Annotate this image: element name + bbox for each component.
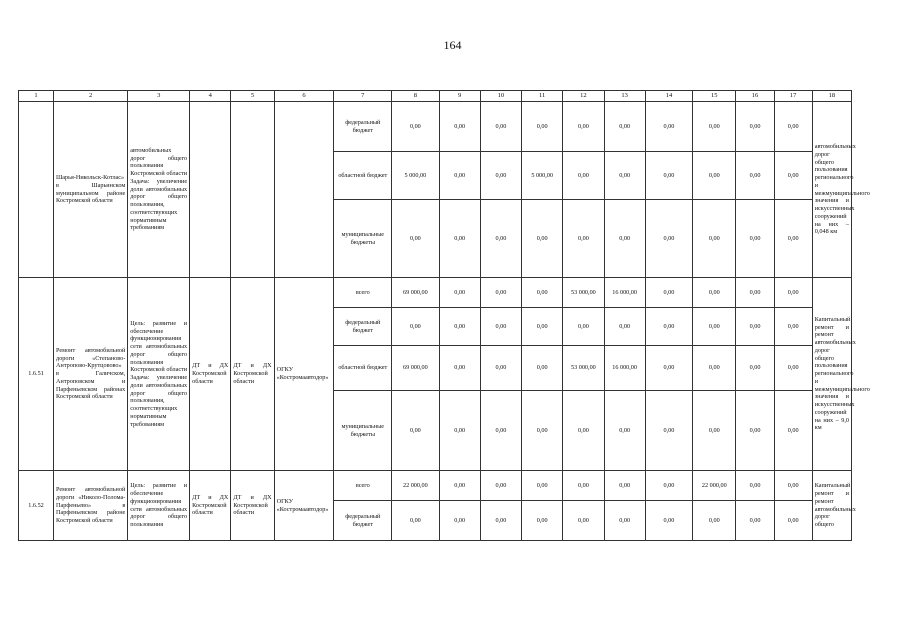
amount-cell: 16 000,00 [604, 346, 645, 391]
amount-cell: 0,00 [693, 152, 736, 200]
column-number: 10 [480, 91, 521, 102]
contractor-cell: ОГКУ «Костромаавтодор» [274, 278, 334, 471]
amount-cell: 0,00 [439, 471, 480, 501]
amount-cell: 0,00 [736, 152, 774, 200]
column-number: 7 [334, 91, 392, 102]
amount-cell: 0,00 [392, 501, 439, 541]
customer-cell: ДТ и ДХ Костромской области [231, 278, 274, 471]
amount-cell: 0,00 [645, 471, 692, 501]
amount-cell: 0,00 [604, 391, 645, 471]
amount-cell: 0,00 [439, 102, 480, 152]
column-number: 3 [128, 91, 190, 102]
amount-cell: 0,00 [522, 471, 563, 501]
column-number: 11 [522, 91, 563, 102]
column-number: 8 [392, 91, 439, 102]
table-row [19, 471, 852, 501]
column-number: 2 [54, 91, 128, 102]
funding-source-cell: федеральный бюджет [334, 501, 392, 541]
amount-cell: 0,00 [774, 501, 812, 541]
amount-cell: 0,00 [774, 152, 812, 200]
funding-source-cell: областной бюджет [334, 152, 392, 200]
amount-cell: 0,00 [563, 501, 604, 541]
amount-cell: 22 000,00 [693, 471, 736, 501]
amount-cell: 0,00 [693, 102, 736, 152]
amount-cell: 0,00 [736, 102, 774, 152]
executor-cell: ДТ и ДХ Костромской области [190, 278, 231, 471]
amount-cell: 0,00 [563, 152, 604, 200]
customer-cell: ДТ и ДХ Костромской области [231, 471, 274, 541]
executor-cell [190, 102, 231, 278]
amount-cell: 0,00 [522, 346, 563, 391]
amount-cell: 0,00 [480, 278, 521, 308]
contractor-cell: ОГКУ «Костромаавтодор» [274, 471, 334, 541]
amount-cell: 0,00 [693, 501, 736, 541]
table-row [19, 102, 852, 152]
amount-cell: 0,00 [563, 308, 604, 346]
amount-cell: 0,00 [563, 471, 604, 501]
amount-cell: 0,00 [736, 346, 774, 391]
funding-source-cell: всего [334, 471, 392, 501]
amount-cell: 0,00 [439, 346, 480, 391]
column-number: 4 [190, 91, 231, 102]
amount-cell: 0,00 [736, 308, 774, 346]
amount-cell: 0,00 [645, 278, 692, 308]
amount-cell: 0,00 [392, 200, 439, 278]
amount-cell: 0,00 [522, 102, 563, 152]
column-number: 14 [645, 91, 692, 102]
amount-cell: 0,00 [604, 471, 645, 501]
amount-cell: 22 000,00 [392, 471, 439, 501]
amount-cell: 0,00 [774, 200, 812, 278]
amount-cell: 0,00 [604, 102, 645, 152]
column-number: 1 [19, 91, 54, 102]
amount-cell: 0,00 [522, 308, 563, 346]
amount-cell: 0,00 [645, 346, 692, 391]
result-cell: автомобильных дорог общего пользования регионального и межмуниципального значения и искусственных сооружений на них – 0,048 км [812, 102, 851, 278]
amount-cell: 0,00 [439, 391, 480, 471]
amount-cell: 0,00 [480, 308, 521, 346]
column-number: 9 [439, 91, 480, 102]
amount-cell: 0,00 [604, 308, 645, 346]
funding-source-cell: всего [334, 278, 392, 308]
amount-cell: 0,00 [604, 152, 645, 200]
amount-cell: 0,00 [774, 346, 812, 391]
amount-cell: 0,00 [693, 308, 736, 346]
item-number-cell [19, 102, 54, 278]
funding-source-cell: областной бюджет [334, 346, 392, 391]
amount-cell: 0,00 [774, 278, 812, 308]
page-number: 164 [443, 38, 462, 52]
amount-cell: 5 000,00 [392, 152, 439, 200]
amount-cell: 0,00 [392, 102, 439, 152]
column-number-row [19, 91, 852, 102]
amount-cell: 0,00 [604, 501, 645, 541]
amount-cell: 0,00 [480, 200, 521, 278]
item-name-cell: Шарья-Никольск-Котлас» в Шарьинском муниципальном районе Костромской области [54, 102, 128, 278]
amount-cell: 0,00 [522, 501, 563, 541]
amount-cell: 0,00 [480, 102, 521, 152]
program-table [18, 90, 870, 541]
item-name-cell: Ремонт автомобильной дороги «Степаново-Антропово-Крутцовово» в Галичском, Антроповском и Парфеньевском районах Костромской области [54, 278, 128, 471]
amount-cell: 5 000,00 [522, 152, 563, 200]
goal-task-cell: Цель: развитие и обеспечение функционирования сети автомобильных дорог общего пользования Костромской области Задача: увеличение доли автомобильных дорог общего пользования, соответствующих нормативным требованиям [128, 278, 190, 471]
amount-cell: 0,00 [774, 391, 812, 471]
amount-cell: 0,00 [736, 200, 774, 278]
amount-cell: 0,00 [774, 471, 812, 501]
funding-source-cell: федеральный бюджет [334, 102, 392, 152]
amount-cell: 0,00 [693, 278, 736, 308]
contractor-cell [274, 102, 334, 278]
amount-cell: 0,00 [736, 471, 774, 501]
table-row [19, 278, 852, 308]
amount-cell: 0,00 [563, 102, 604, 152]
goal-task-cell: автомобильных дорог общего пользования Костромской области Задача: увеличение доли автомобильных дорог общего пользования, соответствующих нормативным требованиям [128, 102, 190, 278]
amount-cell: 53 000,00 [563, 278, 604, 308]
amount-cell: 0,00 [480, 471, 521, 501]
amount-cell: 53 000,00 [563, 346, 604, 391]
amount-cell: 0,00 [522, 278, 563, 308]
funding-source-cell: федеральный бюджет [334, 308, 392, 346]
column-number: 16 [736, 91, 774, 102]
amount-cell: 0,00 [645, 152, 692, 200]
amount-cell: 0,00 [439, 501, 480, 541]
amount-cell: 0,00 [693, 200, 736, 278]
goal-task-cell: Цель: развитие и обеспечение функционирования сети автомобильных дорог общего пользования [128, 471, 190, 541]
column-number: 13 [604, 91, 645, 102]
amount-cell: 0,00 [480, 391, 521, 471]
amount-cell: 16 000,00 [604, 278, 645, 308]
column-number: 15 [693, 91, 736, 102]
amount-cell: 0,00 [439, 278, 480, 308]
column-number: 5 [231, 91, 274, 102]
amount-cell: 0,00 [604, 200, 645, 278]
amount-cell: 0,00 [439, 308, 480, 346]
amount-cell: 0,00 [693, 346, 736, 391]
amount-cell: 0,00 [736, 278, 774, 308]
amount-cell: 0,00 [522, 391, 563, 471]
amount-cell: 0,00 [563, 391, 604, 471]
item-number-cell: 1.6.51 [19, 278, 54, 471]
column-number: 6 [274, 91, 334, 102]
column-number: 17 [774, 91, 812, 102]
amount-cell: 0,00 [645, 102, 692, 152]
column-number: 12 [563, 91, 604, 102]
amount-cell: 0,00 [439, 152, 480, 200]
amount-cell: 0,00 [392, 391, 439, 471]
amount-cell: 0,00 [522, 200, 563, 278]
customer-cell [231, 102, 274, 278]
amount-cell: 0,00 [480, 501, 521, 541]
amount-cell: 69 000,00 [392, 278, 439, 308]
amount-cell: 0,00 [480, 346, 521, 391]
column-number: 18 [812, 91, 851, 102]
amount-cell: 0,00 [736, 501, 774, 541]
amount-cell: 69 000,00 [392, 346, 439, 391]
amount-cell: 0,00 [563, 200, 604, 278]
amount-cell: 0,00 [645, 501, 692, 541]
amount-cell: 0,00 [774, 102, 812, 152]
amount-cell: 0,00 [480, 152, 521, 200]
result-cell: Капитальный ремонт и ремонт автомобильных дорог общего пользования регионального и межмуниципального значения и искусственных сооружений на них – 9,0 км [812, 278, 851, 471]
amount-cell: 0,00 [645, 308, 692, 346]
item-name-cell: Ремонт автомобильной дороги «Николо-Полома-Парфеньево» в Парфеньевском районе Костромской области [54, 471, 128, 541]
amount-cell: 0,00 [645, 200, 692, 278]
executor-cell: ДТ и ДХ Костромской области [190, 471, 231, 541]
result-cell: Капитальный ремонт и ремонт автомобильных дорог общего [812, 471, 851, 541]
amount-cell: 0,00 [693, 391, 736, 471]
amount-cell: 0,00 [645, 391, 692, 471]
item-number-cell: 1.6.52 [19, 471, 54, 541]
funding-source-cell: муниципальные бюджеты [334, 391, 392, 471]
funding-source-cell: муниципальные бюджеты [334, 200, 392, 278]
amount-cell: 0,00 [439, 200, 480, 278]
amount-cell: 0,00 [736, 391, 774, 471]
amount-cell: 0,00 [774, 308, 812, 346]
amount-cell: 0,00 [392, 308, 439, 346]
